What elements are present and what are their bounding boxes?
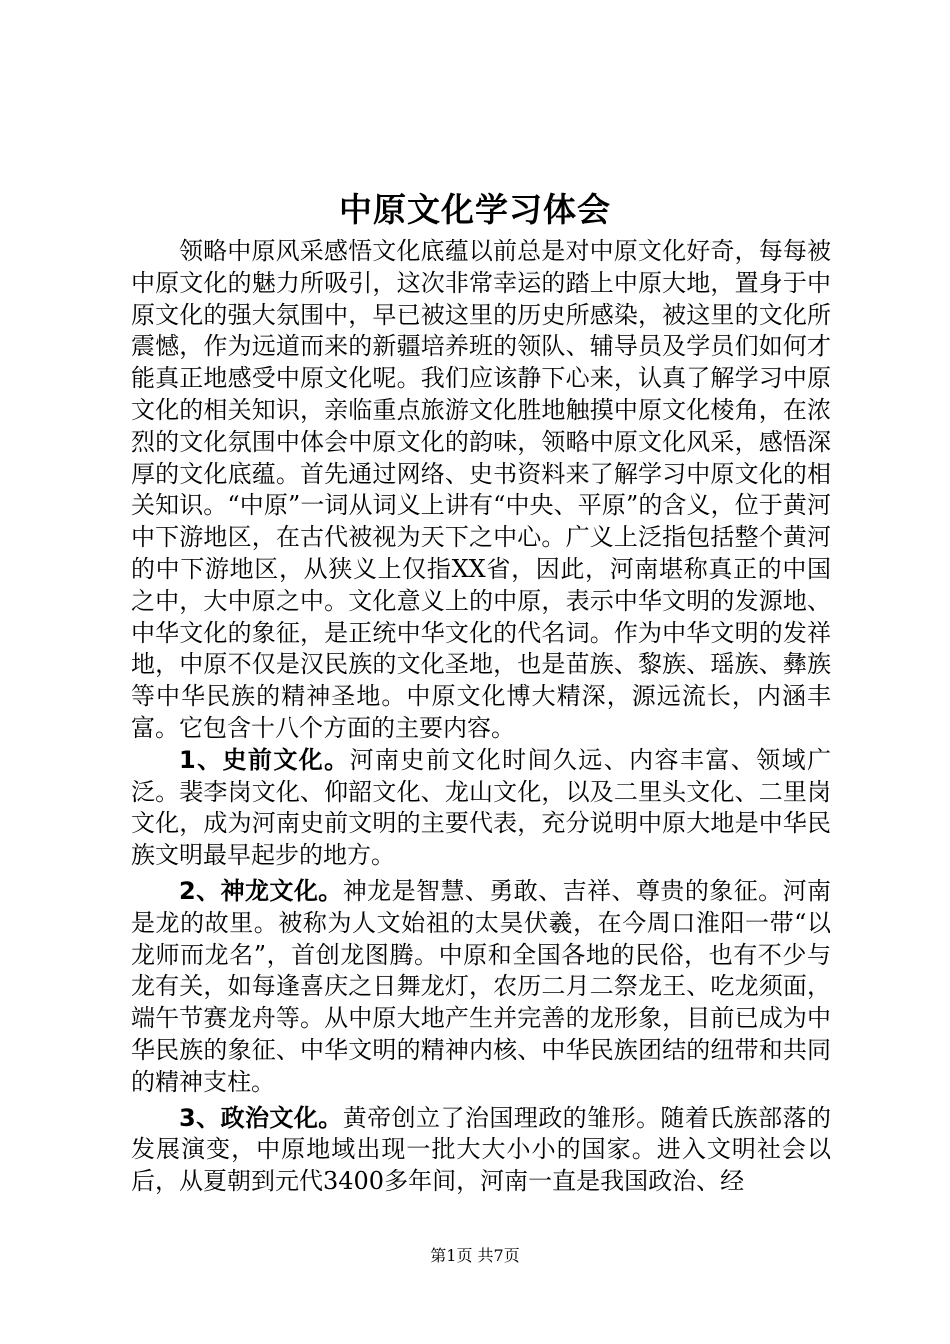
page-footer: 第1页 共7页 (430, 1246, 520, 1265)
section-text-1: 河南史前文化时间久远、内容丰富、领域广泛。裴李岗文化、仰韶文化、龙山文化，以及二里头文化、二里岗文化，成为河南史前文明的主要代表，充分说明中原大地是中华民族文明最早起步的地方。 (131, 745, 832, 870)
section-paragraph-3 (131, 1103, 831, 1198)
section-heading-1: 1、史前文化。 (179, 745, 350, 774)
intro-paragraph: 领略中原风采感悟文化底蕴以前总是对中原文化好奇，每每被中原文化的魅力所吸引，这次非常幸运的踏上中原大地，置身于中原文化的强大氛围中，早已被这里的历史所感染，被这里的文化所震憾，作为远道而来的新疆培养班的领队、辅导员及学员们如何才能真正地感受中原文化呢。我们应该静下心来，认真了解学习中原文化的相关知识，亲临重点旅游文化胜地触摸中原文化棱角，在浓烈的文化氛围中体会中原文化的韵味，领略中原文化风采，感悟深厚的文化底蕴。首先通过网络、史书资料来了解学习中原文化的相关知识。“中原”一词从词义上讲有“中央、平原”的含义，位于黄河中下游地区，在古代被视为天下之中心。广义上泛指包括整个黄河的中下游地区，从狭义上仅指XX省，因此，河南堪称真正的中国之中，大中原之中。文化意义上的中原，表示中华文明的发源地、中华文化的象征，是正统中华文化的代名词。作为中华文明的发祥地，中原不仅是汉民族的文化圣地，也是苗族、黎族、瑶族、彝族等中华民族的精神圣地。中原文化博大精深，源远流长，内涵丰富。它包含十八个方面的主要内容。 (131, 237, 831, 742)
section-paragraph-1 (131, 745, 831, 872)
document-body (131, 236, 831, 1198)
section-text-2: 神龙是智慧、勇敢、吉祥、尊贵的象征。河南是龙的故里。被称为人文始祖的太昊伏羲，在今周口淮阳一带“以龙师而龙名”，首创龙图腾。中原和全国各地的民俗，也有不少与龙有关，如每逢喜庆之日舞龙灯，农历二月二祭龙王、吃龙须面，端午节赛龙舟等。从中原大地产生并完善的龙形象，目前已成为中华民族的象征、中华文明的精神内核、中华民族团结的纽带和共同的精神支柱。 (131, 876, 832, 1096)
section-heading-2: 2、神龙文化。 (179, 876, 343, 905)
document-title: 中原文化学习体会 (339, 190, 611, 229)
section-text-3: 黄帝创立了治国理政的雏形。随着氏族部落的发展演变，中原地域出现一批大大小小的国家。进入文明社会以后，从夏朝到元代3400多年间，河南一直是我国政治、经 (131, 1103, 832, 1196)
section-paragraph-2 (131, 876, 831, 1099)
section-heading-3: 3、政治文化。 (179, 1103, 343, 1132)
